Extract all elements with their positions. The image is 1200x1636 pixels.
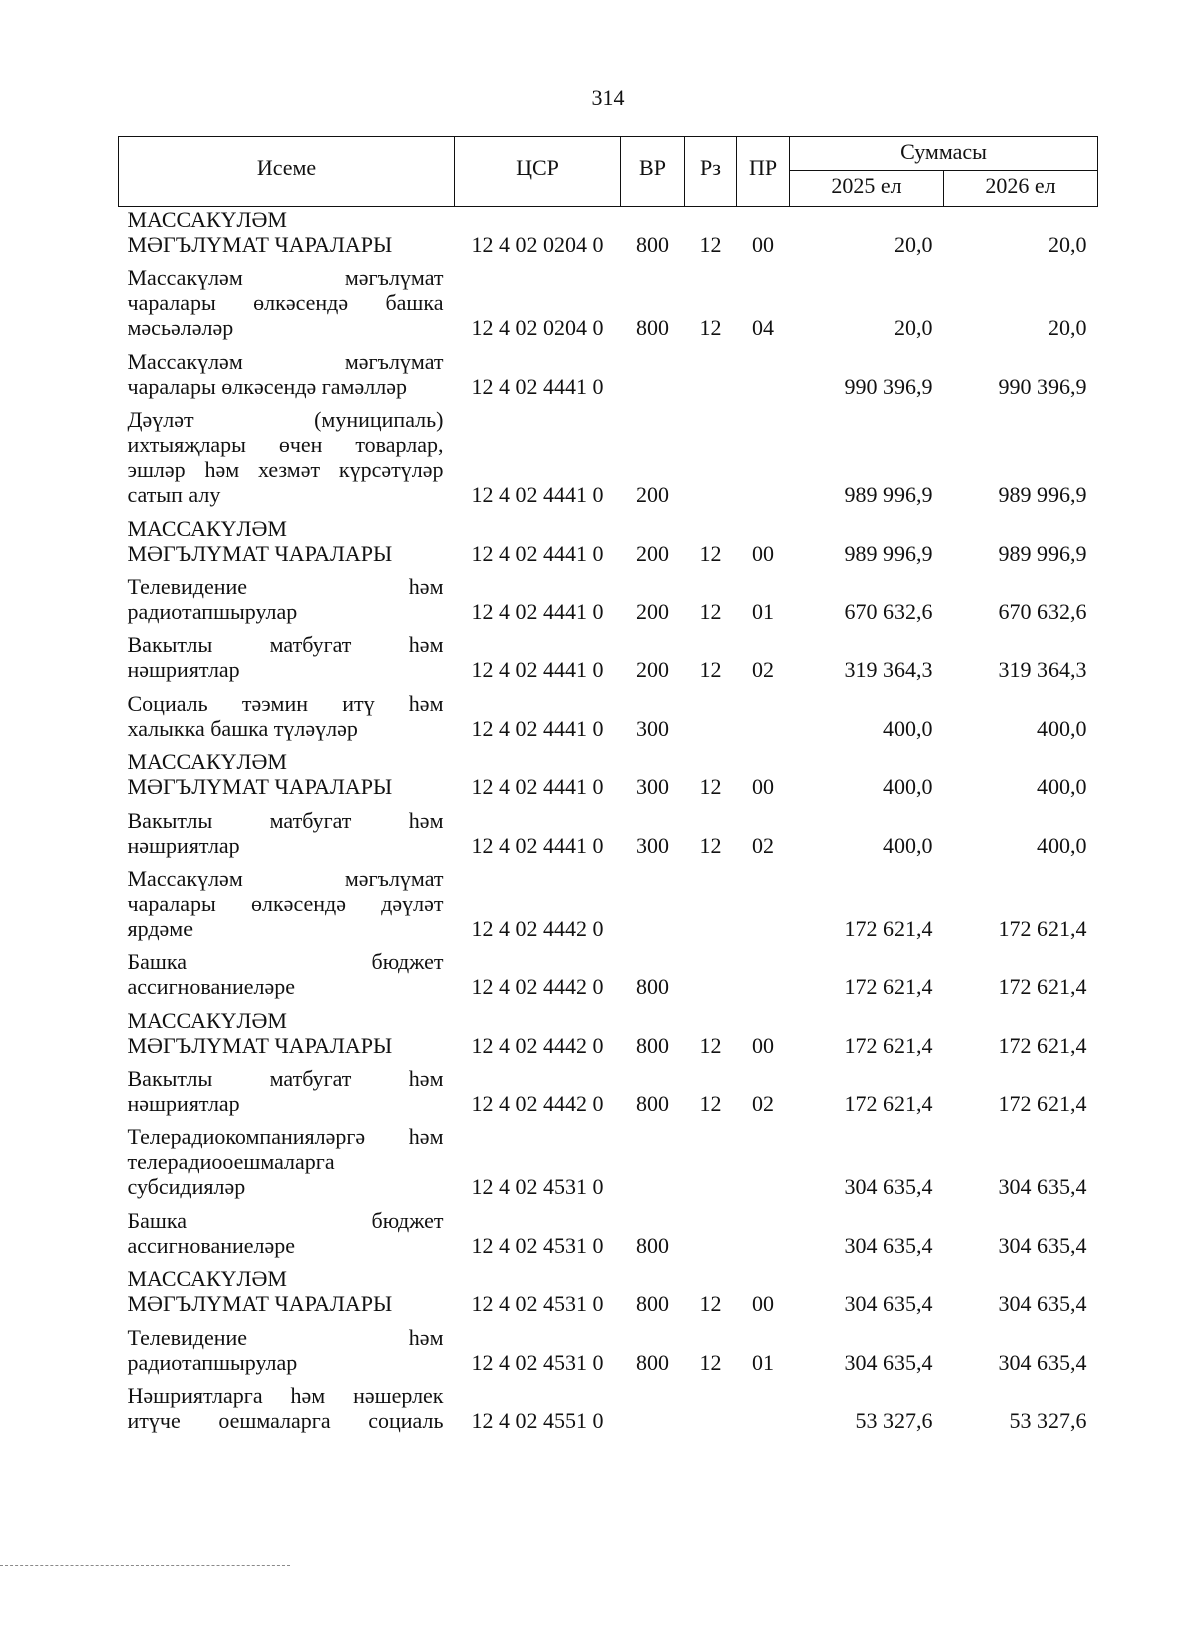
rz-cell	[685, 1383, 737, 1441]
pr-cell: 01	[752, 598, 774, 624]
sum-2025-cell: 172 621,4	[844, 915, 933, 941]
vr-cell: 800	[636, 1349, 669, 1375]
table-row	[119, 407, 1098, 515]
rz-cell	[685, 691, 737, 749]
rz-cell	[685, 1124, 737, 1207]
pr-cell	[737, 866, 790, 949]
page-number: 314	[591, 85, 625, 110]
pr-cell: 00	[752, 1291, 774, 1317]
sum-2025-cell: 989 996,9	[844, 540, 933, 566]
row-name-line: МӘГЪЛҮМАТ ЧАРАЛАРЫ	[127, 774, 393, 800]
row-name-line: халыкка башка түләүләр	[127, 715, 358, 741]
sum-2025-cell: 304 635,4	[844, 1291, 933, 1317]
sum-2026-cell: 989 996,9	[998, 482, 1087, 508]
row-name-line: МӘГЪЛҮМАТ ЧАРАЛАРЫ	[127, 232, 393, 257]
row-name-line: МАССАКҮЛӘМ	[127, 749, 287, 775]
csr-cell: 12 4 02 0204 0	[471, 232, 604, 257]
row-name	[119, 1124, 455, 1207]
sum-2025-cell: 20,0	[894, 315, 933, 341]
header-row-top	[119, 137, 1098, 171]
rz-cell: 12	[699, 540, 722, 566]
row-name-line: субсидияләр	[127, 1174, 246, 1200]
vr-cell: 300	[636, 715, 669, 741]
sum-2025-cell: 989 996,9	[844, 482, 933, 508]
row-name-line: Дәүләт (муниципаль)	[127, 407, 444, 433]
pr-cell: 00	[752, 774, 774, 800]
vr-cell: 800	[636, 1032, 669, 1058]
csr-cell: 12 4 02 4441 0	[471, 373, 604, 399]
rz-cell	[685, 349, 737, 407]
row-name	[119, 349, 455, 407]
row-name-line: ихтыяҗлары өчен товарлар,	[127, 432, 444, 458]
sum-2026-cell: 172 621,4	[998, 1091, 1087, 1117]
sum-2026-cell: 53 327,6	[1009, 1408, 1087, 1434]
row-name-line: ярдәме	[127, 915, 193, 941]
csr-cell: 12 4 02 4551 0	[471, 1408, 604, 1434]
table-row	[119, 1325, 1098, 1383]
rz-cell	[685, 949, 737, 1007]
row-name-line: Телевидение һәм	[127, 573, 444, 599]
table-header	[119, 137, 1098, 207]
sum-2025-cell: 400,0	[883, 774, 933, 800]
row-name-line: Нәшриятларга һәм нәшерлек	[127, 1383, 444, 1409]
row-name	[119, 1383, 455, 1441]
table-row	[119, 808, 1098, 866]
sum-2026-cell: 172 621,4	[998, 1032, 1087, 1058]
row-name-line: нәшриятлар	[127, 657, 240, 683]
csr-cell: 12 4 02 4442 0	[471, 1032, 604, 1058]
row-name	[119, 1208, 455, 1266]
row-name	[119, 866, 455, 949]
header-sums: Суммасы	[790, 137, 1098, 171]
table-body	[119, 207, 1098, 1442]
row-name-line: радиотапшырулар	[127, 598, 298, 624]
sum-2026-cell: 990 396,9	[998, 373, 1087, 399]
sum-2026-cell: 319 364,3	[998, 657, 1087, 683]
row-name-line: Массакүләм мәгълүмат	[127, 265, 444, 291]
sum-2025-cell: 670 632,6	[844, 598, 933, 624]
csr-cell: 12 4 02 4442 0	[471, 1091, 604, 1117]
vr-cell: 800	[636, 1091, 669, 1117]
csr-cell: 12 4 02 4531 0	[471, 1174, 604, 1200]
sum-2026-cell: 670 632,6	[998, 598, 1087, 624]
vr-cell: 200	[636, 657, 669, 683]
row-name-line: телерадиооешмаларга	[127, 1149, 335, 1175]
csr-cell: 12 4 02 0204 0	[471, 315, 604, 341]
sum-2025-cell: 304 635,4	[844, 1232, 933, 1258]
table-row	[119, 632, 1098, 690]
vr-cell: 800	[636, 1291, 669, 1317]
row-name	[119, 265, 455, 348]
row-name-line: Массакүләм мәгълүмат	[127, 865, 444, 891]
sum-2025-cell: 304 635,4	[844, 1349, 933, 1375]
table-row	[119, 1266, 1098, 1324]
row-name	[119, 749, 455, 807]
csr-cell: 12 4 02 4531 0	[471, 1349, 604, 1375]
row-name-line: МАССАКҮЛӘМ	[127, 207, 287, 232]
rz-cell: 12	[699, 1291, 722, 1317]
header-pr: ПР	[737, 137, 790, 207]
sum-2026-cell: 20,0	[1048, 232, 1087, 257]
row-name-line: МАССАКҮЛӘМ	[127, 1007, 287, 1033]
row-name-line: ассигнованиеләре	[127, 974, 296, 1000]
sum-2025-cell: 172 621,4	[844, 1091, 933, 1117]
sum-2025-cell: 400,0	[883, 715, 933, 741]
header-name: Исеме	[119, 137, 455, 207]
row-name-line: Вакытлы матбугат һәм	[127, 807, 444, 833]
row-name-line: нәшриятлар	[127, 832, 240, 858]
csr-cell: 12 4 02 4441 0	[471, 482, 604, 508]
vr-cell: 800	[636, 1232, 669, 1258]
csr-cell: 12 4 02 4441 0	[471, 540, 604, 566]
sum-2025-cell: 172 621,4	[844, 1032, 933, 1058]
vr-cell: 800	[636, 974, 669, 1000]
sum-2026-cell: 304 635,4	[998, 1174, 1087, 1200]
vr-cell: 200	[636, 482, 669, 508]
pr-cell: 00	[752, 540, 774, 566]
vr-cell	[621, 349, 685, 407]
row-name-line: Вакытлы матбугат һәм	[127, 1066, 444, 1092]
row-name	[119, 632, 455, 690]
pr-cell: 02	[752, 657, 774, 683]
table-row	[119, 349, 1098, 407]
pr-cell	[737, 1124, 790, 1207]
sum-2025-cell: 20,0	[894, 232, 933, 257]
vr-cell: 300	[636, 832, 669, 858]
table-row	[119, 1066, 1098, 1124]
rz-cell: 12	[699, 598, 722, 624]
csr-cell: 12 4 02 4442 0	[471, 915, 604, 941]
row-name-line: итүче оешмаларга социаль	[127, 1408, 444, 1434]
sum-2026-cell: 304 635,4	[998, 1291, 1087, 1317]
csr-cell: 12 4 02 4441 0	[471, 774, 604, 800]
header-year-2025: 2025 ел	[790, 171, 944, 207]
sum-2025-cell: 319 364,3	[844, 657, 933, 683]
sum-2026-cell: 172 621,4	[998, 915, 1087, 941]
row-name-line: Телевидение һәм	[127, 1324, 444, 1350]
pr-cell	[737, 349, 790, 407]
vr-cell: 200	[636, 598, 669, 624]
pr-cell	[737, 949, 790, 1007]
table-row	[119, 691, 1098, 749]
row-name	[119, 1008, 455, 1066]
row-name	[119, 1066, 455, 1124]
row-name	[119, 1325, 455, 1383]
csr-cell: 12 4 02 4441 0	[471, 832, 604, 858]
rz-cell: 12	[699, 832, 722, 858]
csr-cell: 12 4 02 4441 0	[471, 715, 604, 741]
row-name	[119, 949, 455, 1007]
sum-2025-cell: 304 635,4	[844, 1174, 933, 1200]
rz-cell: 12	[699, 1032, 722, 1058]
header-csr: ЦСР	[455, 137, 621, 207]
rz-cell	[685, 866, 737, 949]
csr-cell: 12 4 02 4441 0	[471, 657, 604, 683]
budget-table	[118, 136, 1098, 1441]
row-name	[119, 207, 455, 266]
table-row	[119, 1208, 1098, 1266]
vr-cell: 800	[636, 232, 669, 257]
row-name-line: чаралары өлкәсендә гамәлләр	[127, 373, 407, 399]
rz-cell: 12	[699, 315, 722, 341]
row-name-line: сатып алу	[127, 482, 221, 508]
row-name	[119, 407, 455, 515]
sum-2026-cell: 172 621,4	[998, 974, 1087, 1000]
table-row	[119, 516, 1098, 574]
table-row	[119, 866, 1098, 949]
row-name-line: МӘГЪЛҮМАТ ЧАРАЛАРЫ	[127, 540, 393, 566]
csr-cell: 12 4 02 4531 0	[471, 1232, 604, 1258]
header-year-2026: 2026 ел	[944, 171, 1098, 207]
row-name-line: чаралары өлкәсендә башка	[127, 290, 444, 316]
row-name-line: радиотапшырулар	[127, 1349, 298, 1375]
vr-cell: 300	[636, 774, 669, 800]
row-name-line: Массакүләм мәгълүмат	[127, 348, 444, 374]
rz-cell: 12	[699, 657, 722, 683]
row-name-line: МӘГЪЛҮМАТ ЧАРАЛАРЫ	[127, 1291, 393, 1317]
pr-cell: 04	[752, 315, 774, 341]
row-name-line: Вакытлы матбугат һәм	[127, 632, 444, 658]
sum-2026-cell: 20,0	[1048, 315, 1087, 341]
rz-cell: 12	[699, 774, 722, 800]
row-name-line: ассигнованиеләре	[127, 1232, 296, 1258]
rz-cell	[685, 1208, 737, 1266]
table-row	[119, 265, 1098, 348]
sum-2025-cell: 400,0	[883, 832, 933, 858]
header-vr: ВР	[621, 137, 685, 207]
rz-cell: 12	[699, 1091, 722, 1117]
vr-cell: 200	[636, 540, 669, 566]
row-name-line: Башка бюджет	[127, 1207, 444, 1233]
row-name-line: мәсьәләләр	[127, 315, 234, 341]
table-row	[119, 207, 1098, 266]
pr-cell: 00	[752, 232, 774, 257]
pr-cell	[737, 1383, 790, 1441]
csr-cell: 12 4 02 4442 0	[471, 974, 604, 1000]
sum-2025-cell: 172 621,4	[844, 974, 933, 1000]
row-name	[119, 691, 455, 749]
row-name-line: Телерадиокомпанияләргә һәм	[127, 1124, 444, 1150]
row-name-line: МАССАКҮЛӘМ	[127, 1266, 287, 1292]
row-name	[119, 1266, 455, 1324]
sum-2025-cell: 53 327,6	[855, 1408, 933, 1434]
sum-2025-cell: 990 396,9	[844, 373, 933, 399]
sum-2026-cell: 304 635,4	[998, 1232, 1087, 1258]
row-name-line: МӘГЪЛҮМАТ ЧАРАЛАРЫ	[127, 1032, 393, 1058]
rz-cell: 12	[699, 232, 722, 257]
row-name-line: эшләр һәм хезмәт күрсәтүләр	[127, 457, 444, 483]
table-row	[119, 574, 1098, 632]
pr-cell	[737, 691, 790, 749]
rz-cell: 12	[699, 1349, 722, 1375]
sum-2026-cell: 400,0	[1037, 715, 1087, 741]
sum-2026-cell: 400,0	[1037, 774, 1087, 800]
row-name	[119, 808, 455, 866]
table-row	[119, 1383, 1098, 1441]
table-row	[119, 949, 1098, 1007]
vr-cell: 800	[636, 315, 669, 341]
pr-cell: 01	[752, 1349, 774, 1375]
pr-cell: 00	[752, 1032, 774, 1058]
csr-cell: 12 4 02 4531 0	[471, 1291, 604, 1317]
rz-cell	[685, 407, 737, 515]
pr-cell: 02	[752, 1091, 774, 1117]
pr-cell	[737, 1208, 790, 1266]
pr-cell: 02	[752, 832, 774, 858]
row-name-line: нәшриятлар	[127, 1091, 240, 1117]
vr-cell	[621, 1124, 685, 1207]
csr-cell: 12 4 02 4441 0	[471, 598, 604, 624]
row-name	[119, 574, 455, 632]
table-row	[119, 749, 1098, 807]
row-name	[119, 516, 455, 574]
table-row	[119, 1008, 1098, 1066]
header-rz: Рз	[685, 137, 737, 207]
vr-cell	[621, 1383, 685, 1441]
sum-2026-cell: 304 635,4	[998, 1349, 1087, 1375]
row-name-line: Башка бюджет	[127, 949, 444, 975]
sum-2026-cell: 989 996,9	[998, 540, 1087, 566]
row-name-line: МАССАКҮЛӘМ	[127, 515, 287, 541]
sum-2026-cell: 400,0	[1037, 832, 1087, 858]
row-name-line: чаралары өлкәсендә дәүләт	[127, 890, 444, 916]
table-row	[119, 1124, 1098, 1207]
scan-edge-line	[0, 1565, 290, 1566]
row-name-line: Социаль тәэмин итү һәм	[127, 690, 444, 716]
pr-cell	[737, 407, 790, 515]
vr-cell	[621, 866, 685, 949]
